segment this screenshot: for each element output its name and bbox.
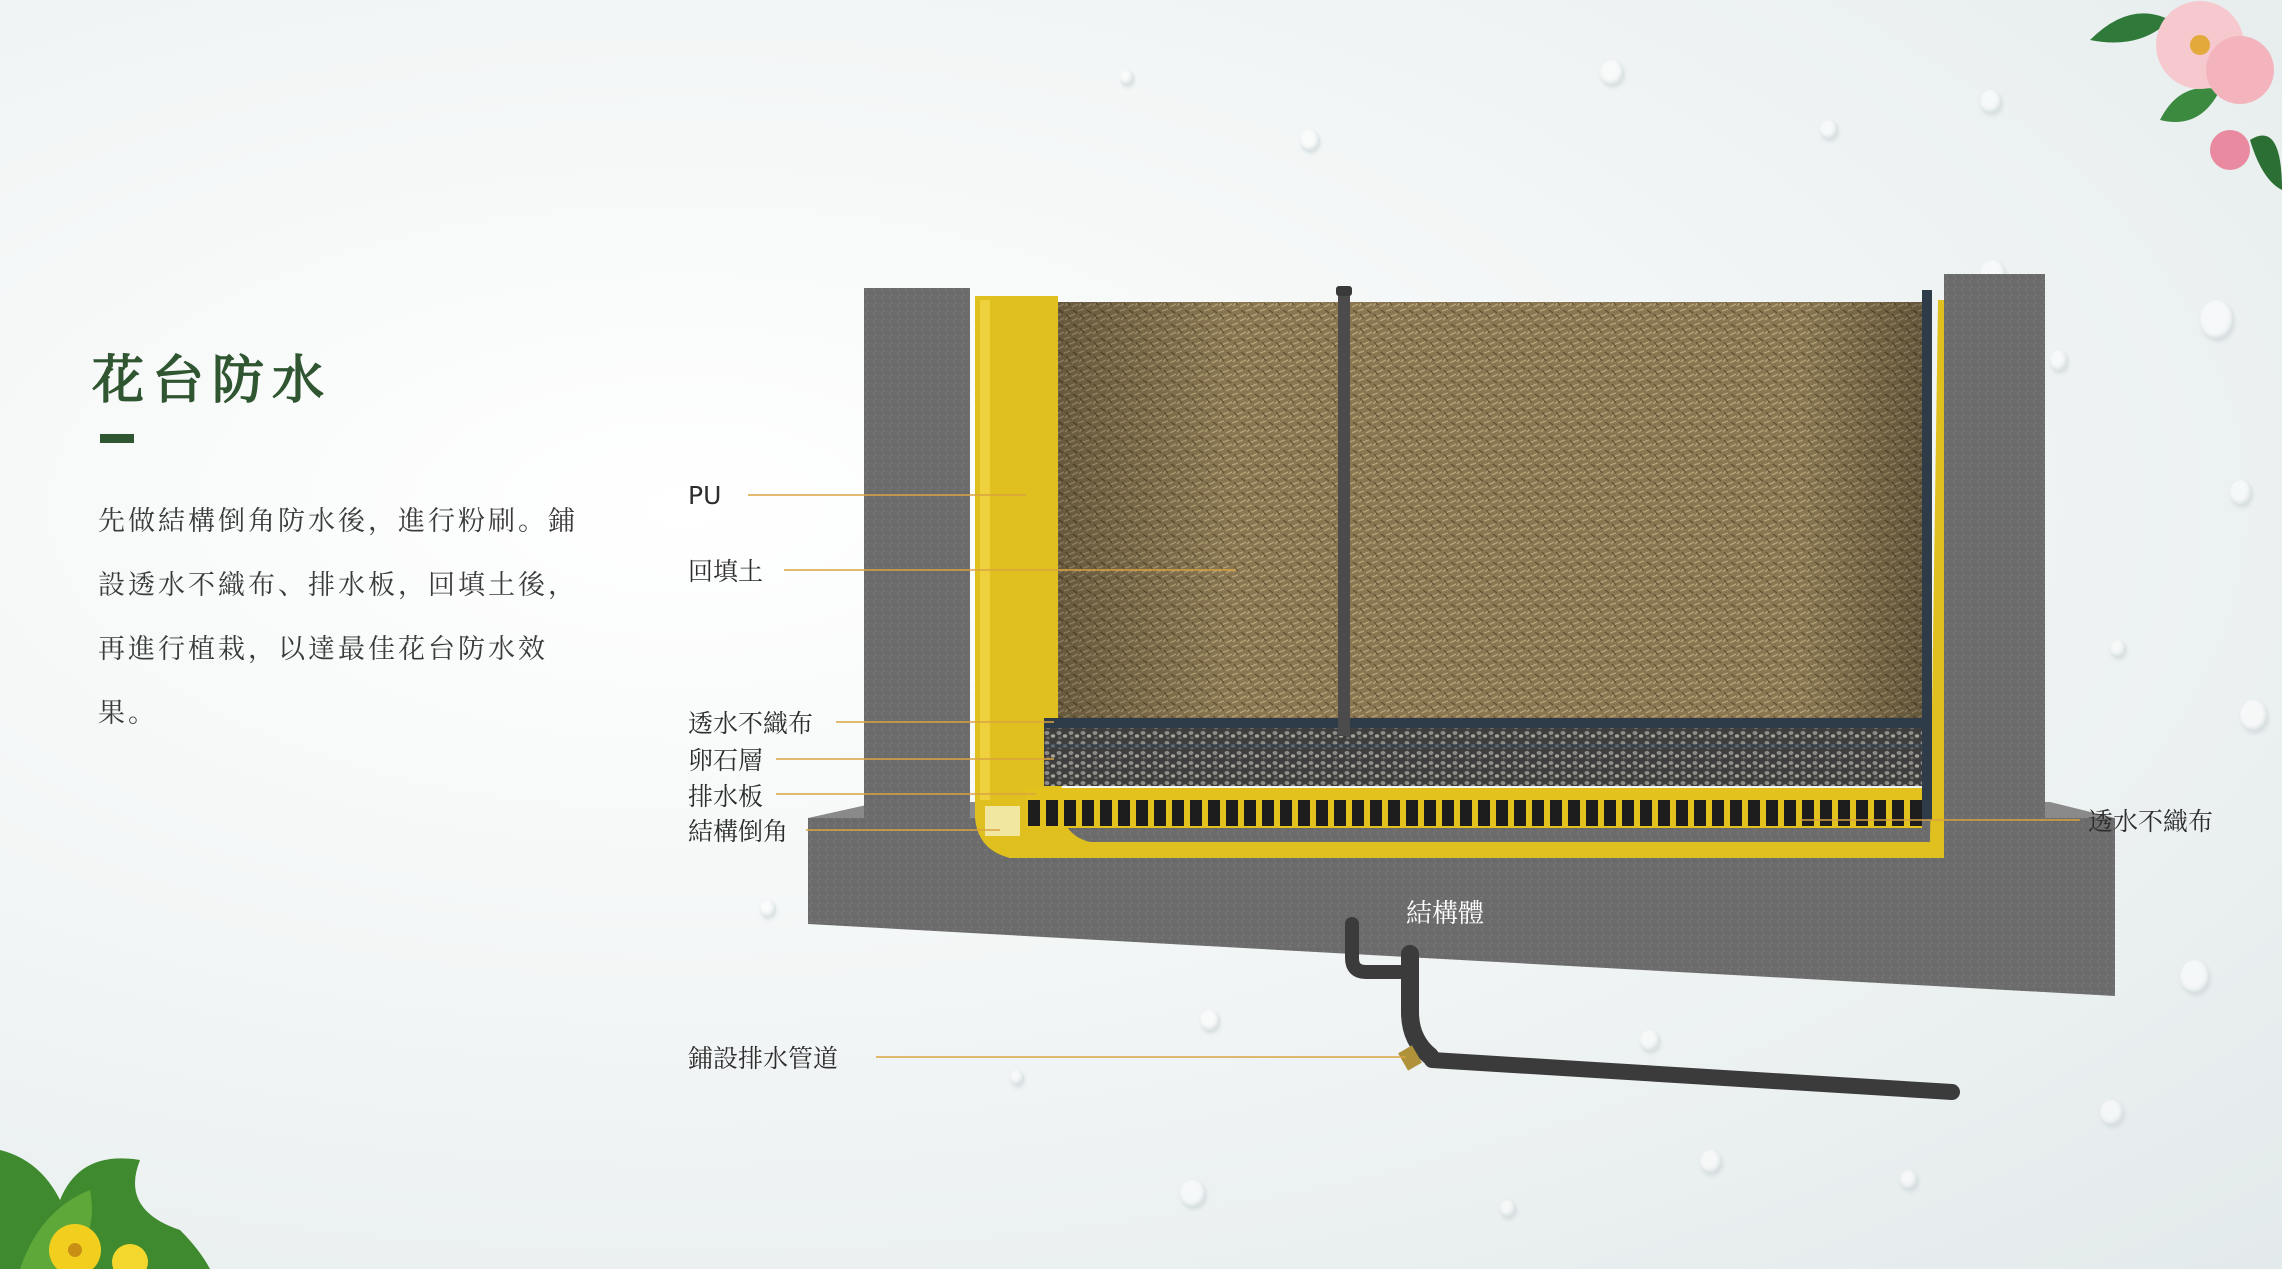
page-title: 花台防水 [92,351,333,411]
label-drain-board: 排水板 [688,782,764,811]
pebble-layer [1044,726,1922,786]
label-pipe: 鋪設排水管道 [688,1044,839,1073]
label-fabric-left: 透水不織布 [688,709,814,738]
label-fabric-right: 透水不織布 [2088,807,2214,836]
structural-chamfer [985,806,1020,836]
left-wall [864,288,970,818]
label-structure: 結構體 [1406,899,1485,929]
label-pu: PU [688,481,722,510]
label-pebble: 卵石層 [688,746,764,775]
observation-pipe [1338,290,1350,736]
label-backfill: 回填土 [688,557,764,586]
drainage-board [1026,788,1922,828]
geotextile-fabric [1044,718,1922,728]
flower-decoration-top-right [2090,1,2282,190]
flower-decoration-bottom-left [0,1150,210,1269]
label-chamfer: 結構倒角 [688,817,789,846]
description-text: 先做結構倒角防水後，進行粉刷。鋪設透水不織布、排水板，回填土後，再進行植栽，以達最佳花台防水效果。 [98,506,578,729]
right-wall [1944,274,2045,818]
